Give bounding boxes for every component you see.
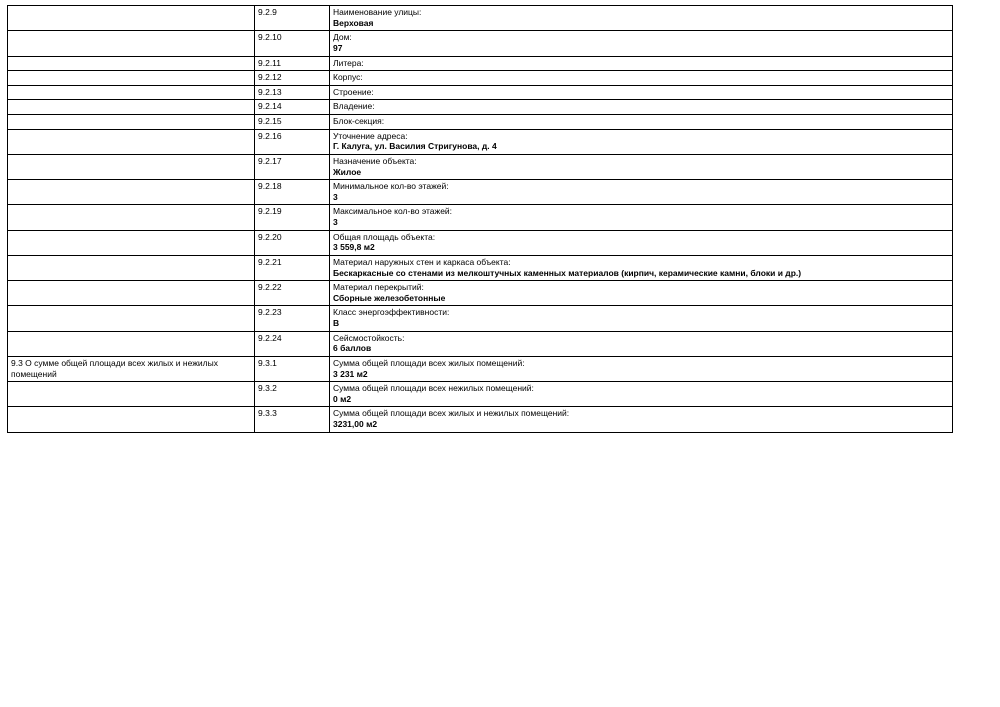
row-group-label: 9.3 О сумме общей площади всех жилых и нежилых помещений [11,357,218,379]
field-value: Г. Калуга, ул. Василия Стригунова, д. 4 [333,141,497,152]
row-content-cell [330,230,953,255]
table-row [8,331,953,356]
row-group-cell [8,100,255,115]
field-label: Наименование улицы: [333,7,422,17]
table-row [8,129,953,154]
row-number-cell: 9.2.15 [255,115,330,130]
table-row [8,56,953,71]
field-label: Строение: [333,86,374,97]
field-label: Корпус: [333,72,363,83]
field-label: Литера: [333,57,364,68]
field-label: Владение: [333,101,375,112]
field-label: Класс энергоэффективности: [333,307,450,318]
table-row [8,281,953,306]
table-row [8,205,953,230]
field-value: 97 [333,42,343,53]
field-label: Уточнение адреса: [333,130,408,141]
field-value: 3231,00 м2 [333,419,378,429]
field-label: Сумма общей площади всех жилых помещений: [333,357,525,368]
row-number-cell: 9.2.10 [255,31,330,56]
table-row [8,407,953,432]
table-row [8,85,953,100]
field-value: 3 559,8 м2 [333,242,375,253]
row-content-cell [330,85,953,100]
table-row [8,306,953,331]
table-row [8,230,953,255]
row-group-cell [8,205,255,230]
row-group-cell [8,6,255,31]
field-value: Верховая [333,17,374,28]
row-content-cell [330,129,953,154]
field-value: 3 [333,217,338,227]
field-value: 6 баллов [333,343,372,354]
field-label: Назначение объекта: [333,155,417,166]
row-group-cell [8,281,255,306]
field-label: Блок-секция: [333,116,385,126]
row-number-cell: 9.2.19 [255,205,330,230]
row-content-cell [330,180,953,205]
table-row [8,31,953,56]
row-content-cell [330,356,953,381]
row-number-cell: 9.2.11 [255,56,330,71]
row-number-cell: 9.2.14 [255,100,330,115]
table-row [8,356,953,381]
table-row [8,6,953,31]
row-number-cell: 9.2.16 [255,129,330,154]
row-group-cell [8,255,255,280]
table-row [8,180,953,205]
row-group-cell [8,154,255,179]
row-group-cell [8,180,255,205]
table-body [8,6,953,433]
row-number-cell: 9.2.17 [255,154,330,179]
row-content-cell [330,115,953,130]
row-content-cell [330,382,953,407]
row-number-cell: 9.2.21 [255,255,330,280]
field-label: Общая площадь объекта: [333,231,436,242]
field-label: Материал перекрытий: [333,282,424,293]
row-number-cell: 9.2.18 [255,180,330,205]
row-group-cell [8,407,255,432]
row-group-cell [8,71,255,86]
row-content-cell [330,331,953,356]
field-label: Сумма общей площади всех жилых и нежилых помещений: [333,408,570,419]
row-number-cell: 9.3.2 [255,382,330,407]
table-row [8,100,953,115]
row-content-cell [330,154,953,179]
row-number-cell: 9.3.1 [255,356,330,381]
row-number-cell: 9.2.12 [255,71,330,86]
row-content-cell [330,407,953,432]
field-label: Максимальное кол-во этажей: [333,206,453,217]
table-row [8,115,953,130]
table-row [8,382,953,407]
field-label: Минимальное кол-во этажей: [333,181,449,192]
field-label: Материал наружных стен и каркаса объекта: [333,256,511,267]
field-value: В [333,318,340,328]
field-value: Сборные железобетонные [333,292,446,303]
field-value: 3 231 м2 [333,368,368,379]
row-group-cell [8,56,255,71]
row-content-cell [330,100,953,115]
project-declaration-table [7,5,953,433]
field-label: Сумма общей площади всех нежилых помещений: [333,383,534,394]
field-value: 3 [333,191,338,202]
row-number-cell: 9.2.24 [255,331,330,356]
field-value: 0 м2 [333,393,352,404]
row-group-cell [8,85,255,100]
row-content-cell [330,281,953,306]
table-row [8,154,953,179]
row-group-cell [8,306,255,331]
row-number-cell: 9.2.9 [255,6,330,31]
row-group-cell [8,31,255,56]
row-content-cell [330,205,953,230]
row-group-cell [8,230,255,255]
row-number-cell: 9.2.20 [255,230,330,255]
row-group-cell [8,115,255,130]
row-number-cell: 9.3.3 [255,407,330,432]
row-group-cell [8,382,255,407]
field-value: Бескаркасные со стенами из мелкоштучных каменных материалов (кирпич, керамические камни, блоки и др.) [333,267,802,278]
row-number-cell: 9.2.23 [255,306,330,331]
row-group-cell [8,331,255,356]
field-label: Дом: [333,32,352,43]
row-content-cell [330,6,953,31]
row-content-cell [330,255,953,280]
table-row [8,255,953,280]
row-group-cell [8,129,255,154]
field-label: Сейсмостойкость: [333,332,405,343]
row-number-cell: 9.2.22 [255,281,330,306]
row-content-cell [330,71,953,86]
table-row [8,71,953,86]
row-number-cell: 9.2.13 [255,85,330,100]
row-content-cell [330,56,953,71]
field-value: Жилое [333,166,362,177]
row-group-cell [8,356,255,381]
row-content-cell [330,31,953,56]
row-content-cell [330,306,953,331]
